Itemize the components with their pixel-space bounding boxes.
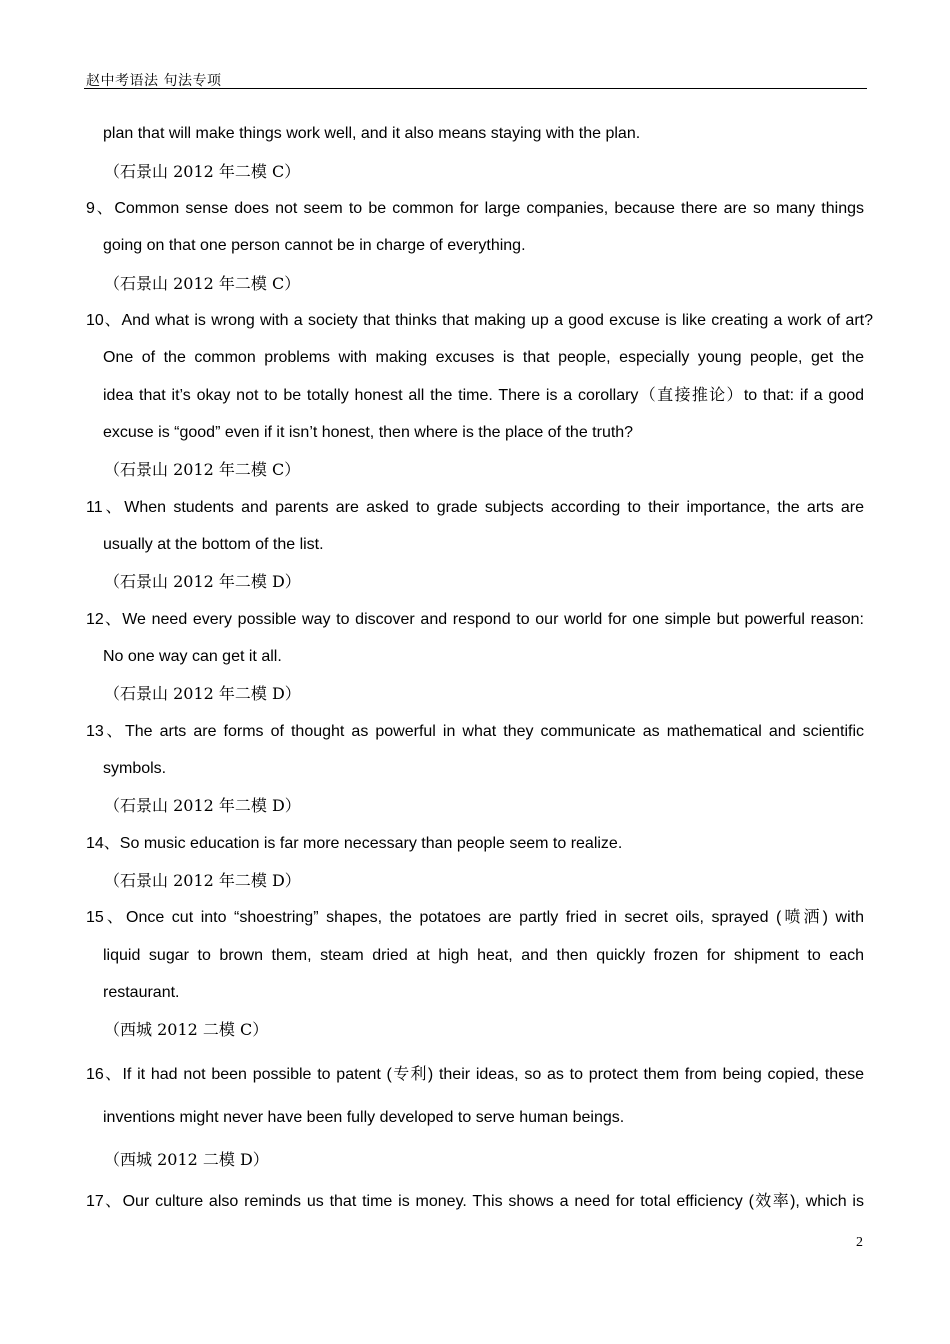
source-note: （石景山 2012 年二模 D）: [104, 684, 301, 703]
text-line: excuse is “good” even if it isn’t honest, then where is the place of the truth?: [103, 424, 634, 441]
text-line: liquid sugar to brown them, steam dried at high heat, and then quickly frozen for shipment to each: [103, 947, 864, 964]
source-note: （石景山 2012 年二模 C）: [104, 460, 301, 479]
source-note: （石景山 2012 年二模 D）: [104, 572, 301, 591]
document-header: 赵中考语法 句法专项: [86, 73, 222, 89]
text-line: restaurant.: [103, 984, 180, 1001]
item-14: 14、So music education is far more necessary than people seem to realize.: [86, 835, 623, 852]
text-line: going on that one person cannot be in charge of everything.: [103, 237, 526, 254]
source-note: （石景山 2012 年二模 D）: [104, 871, 301, 890]
item-15: 15、Once cut into “shoestring” shapes, the potatoes are partly fried in secret oils, sprayed (喷洒) with: [86, 909, 864, 926]
item-13: 13、The arts are forms of thought as powerful in what they communicate as mathematical and scientific: [86, 723, 864, 740]
text-line: One of the common problems with making excuses is that people, especially young people, get the: [103, 349, 864, 366]
item-17: 17、Our culture also reminds us that time is money. This shows a need for total efficiency (效率), which is: [86, 1193, 864, 1210]
page-number: 2: [856, 1235, 863, 1250]
source-note: （西城 2012 二模 D）: [104, 1150, 269, 1169]
text-line: No one way can get it all.: [103, 648, 282, 665]
text-line: plan that will make things work well, and it also means staying with the plan.: [103, 125, 641, 142]
item-9: 9、Common sense does not seem to be common for large companies, because there are so many things: [86, 200, 864, 217]
text-line: symbols.: [103, 760, 167, 777]
item-16: 16、If it had not been possible to patent (专利) their ideas, so as to protect them from being copied, these: [86, 1066, 864, 1083]
text-line: idea that it’s okay not to be totally honest all the time. There is a corollary（直接推论）to that: if a good: [103, 387, 864, 404]
header-rule: [84, 88, 867, 89]
text-line: usually at the bottom of the list.: [103, 536, 324, 553]
item-10: 10、And what is wrong with a society that thinks that making up a good excuse is like creating a work of art?: [86, 312, 873, 329]
source-note: （石景山 2012 年二模 C）: [104, 162, 301, 181]
source-note: （西城 2012 二模 C）: [104, 1020, 269, 1039]
item-12: 12、We need every possible way to discover and respond to our world for one simple but powerful reason:: [86, 611, 864, 628]
source-note: （石景山 2012 年二模 C）: [104, 274, 301, 293]
source-note: （石景山 2012 年二模 D）: [104, 796, 301, 815]
text-line: inventions might never have been fully developed to serve human beings.: [103, 1109, 625, 1126]
item-11: 11、When students and parents are asked to grade subjects according to their importance, the arts are: [86, 499, 864, 516]
